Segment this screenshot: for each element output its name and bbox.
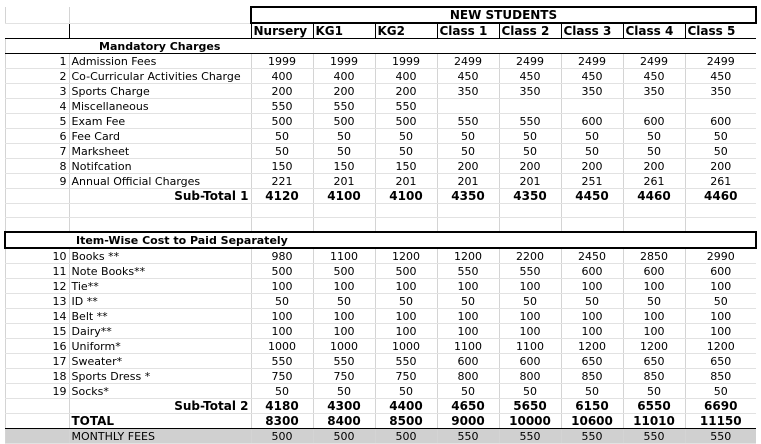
value-cell[interactable]: 50 xyxy=(561,129,623,144)
empty-cell[interactable] xyxy=(375,218,437,233)
value-cell[interactable]: 9000 xyxy=(437,414,499,429)
value-cell[interactable]: 500 xyxy=(375,429,437,444)
value-cell[interactable]: 100 xyxy=(561,279,623,294)
value-cell[interactable]: 100 xyxy=(685,279,756,294)
value-cell[interactable]: 50 xyxy=(561,294,623,309)
value-cell[interactable]: 200 xyxy=(251,84,313,99)
value-cell[interactable]: 100 xyxy=(437,324,499,339)
subtotal-2 xyxy=(5,399,756,414)
value-cell[interactable]: 4300 xyxy=(313,399,375,414)
table-row xyxy=(5,144,756,159)
value-cell[interactable]: 50 xyxy=(685,384,756,399)
value-cell[interactable]: 150 xyxy=(375,159,437,174)
value-cell[interactable]: 600 xyxy=(499,354,561,369)
value-cell[interactable]: 50 xyxy=(313,144,375,159)
value-cell[interactable]: 50 xyxy=(313,384,375,399)
value-cell[interactable]: 100 xyxy=(685,324,756,339)
value-cell[interactable]: 2990 xyxy=(685,248,756,264)
row-label[interactable]: Admission Fees xyxy=(69,54,251,69)
value-cell[interactable]: 1999 xyxy=(313,54,375,69)
column-header-row xyxy=(5,23,756,39)
value-cell[interactable]: 8300 xyxy=(251,414,313,429)
value-cell[interactable]: 550 xyxy=(437,429,499,444)
value-cell[interactable]: 50 xyxy=(251,144,313,159)
row-label[interactable]: ID ** xyxy=(69,294,251,309)
empty-cell[interactable] xyxy=(499,204,561,218)
value-cell[interactable]: 1000 xyxy=(251,339,313,354)
value-cell[interactable]: 1200 xyxy=(375,248,437,264)
value-cell[interactable]: 600 xyxy=(561,114,623,129)
empty-cell[interactable] xyxy=(437,218,499,233)
value-cell[interactable]: 1000 xyxy=(375,339,437,354)
value-cell[interactable]: 400 xyxy=(313,69,375,84)
value-cell[interactable]: 100 xyxy=(685,309,756,324)
empty-cell[interactable] xyxy=(5,429,69,444)
value-cell[interactable]: 100 xyxy=(499,309,561,324)
value-cell[interactable]: 201 xyxy=(313,174,375,189)
value-cell[interactable]: 800 xyxy=(499,369,561,384)
value-cell[interactable]: 150 xyxy=(313,159,375,174)
value-cell[interactable]: 50 xyxy=(499,384,561,399)
value-cell[interactable]: 100 xyxy=(561,309,623,324)
value-cell[interactable]: 1100 xyxy=(313,248,375,264)
value-cell[interactable]: 50 xyxy=(685,144,756,159)
value-cell[interactable]: 600 xyxy=(685,114,756,129)
value-cell[interactable]: 100 xyxy=(437,279,499,294)
value-cell[interactable]: 750 xyxy=(251,369,313,384)
table-row xyxy=(5,384,756,399)
value-cell[interactable]: 550 xyxy=(623,429,685,444)
row-number[interactable]: 10 xyxy=(5,248,69,264)
value-cell[interactable]: 50 xyxy=(561,144,623,159)
row-label[interactable]: Books ** xyxy=(69,248,251,264)
fee-table xyxy=(4,6,757,444)
value-cell[interactable]: 550 xyxy=(437,264,499,279)
value-cell[interactable]: 500 xyxy=(375,264,437,279)
value-cell[interactable]: 650 xyxy=(561,354,623,369)
value-cell[interactable]: 500 xyxy=(251,114,313,129)
value-cell[interactable]: 2499 xyxy=(623,54,685,69)
row-number[interactable]: 15 xyxy=(5,324,69,339)
column-header[interactable]: KG1 xyxy=(313,23,375,39)
value-cell[interactable]: 100 xyxy=(251,279,313,294)
value-cell[interactable]: 550 xyxy=(375,99,437,114)
row-number[interactable]: 19 xyxy=(5,384,69,399)
value-cell[interactable]: 4450 xyxy=(561,189,623,204)
row-label[interactable]: Belt ** xyxy=(69,309,251,324)
value-cell[interactable]: 550 xyxy=(251,354,313,369)
empty-cell[interactable] xyxy=(5,204,69,218)
itemwise-cost-title[interactable]: Item-Wise Cost to Paid Separately xyxy=(5,232,756,248)
value-cell[interactable]: 2499 xyxy=(499,54,561,69)
empty-cell[interactable] xyxy=(437,204,499,218)
value-cell[interactable]: 8500 xyxy=(375,414,437,429)
value-cell[interactable]: 850 xyxy=(623,369,685,384)
value-cell[interactable]: 50 xyxy=(499,294,561,309)
value-cell[interactable]: 50 xyxy=(251,129,313,144)
table-row xyxy=(5,264,756,279)
value-cell[interactable]: 550 xyxy=(313,99,375,114)
empty-cell[interactable] xyxy=(251,218,313,233)
value-cell[interactable]: 4650 xyxy=(437,399,499,414)
value-cell[interactable]: 50 xyxy=(437,384,499,399)
table-row xyxy=(5,354,756,369)
subtotal-1 xyxy=(5,189,756,204)
table-row xyxy=(5,324,756,339)
value-cell[interactable]: 100 xyxy=(437,309,499,324)
value-cell[interactable]: 450 xyxy=(499,69,561,84)
value-cell[interactable]: 261 xyxy=(623,174,685,189)
value-cell[interactable]: 2499 xyxy=(685,54,756,69)
value-cell[interactable]: 50 xyxy=(375,294,437,309)
value-cell[interactable]: 350 xyxy=(561,84,623,99)
value-cell[interactable]: 4350 xyxy=(499,189,561,204)
empty-cell[interactable] xyxy=(499,218,561,233)
value-cell[interactable]: 1100 xyxy=(437,339,499,354)
value-cell[interactable]: 50 xyxy=(313,129,375,144)
row-label[interactable]: Sports Dress * xyxy=(69,369,251,384)
value-cell[interactable]: 100 xyxy=(499,279,561,294)
row-label[interactable]: Dairy** xyxy=(69,324,251,339)
table-row xyxy=(5,294,756,309)
row-label[interactable]: Fee Card xyxy=(69,129,251,144)
value-cell[interactable]: 50 xyxy=(623,144,685,159)
value-cell[interactable]: 100 xyxy=(375,279,437,294)
row-label[interactable]: Sweater* xyxy=(69,354,251,369)
value-cell[interactable]: 550 xyxy=(561,429,623,444)
empty-cell[interactable] xyxy=(623,218,685,233)
value-cell[interactable]: 4460 xyxy=(623,189,685,204)
empty-cell[interactable] xyxy=(5,399,69,414)
value-cell[interactable]: 550 xyxy=(685,429,756,444)
monthly-fees-row-label[interactable]: MONTHLY FEES xyxy=(69,429,251,444)
value-cell[interactable]: 450 xyxy=(623,69,685,84)
value-cell[interactable]: 200 xyxy=(437,159,499,174)
table-row xyxy=(5,54,756,69)
empty-cell[interactable] xyxy=(313,204,375,218)
sheet-title[interactable]: NEW STUDENTS xyxy=(251,7,756,23)
value-cell[interactable]: 261 xyxy=(685,174,756,189)
row-number[interactable]: 17 xyxy=(5,354,69,369)
value-cell[interactable]: 550 xyxy=(499,114,561,129)
value-cell[interactable]: 550 xyxy=(375,354,437,369)
value-cell[interactable]: 1200 xyxy=(561,339,623,354)
value-cell[interactable]: 500 xyxy=(313,429,375,444)
value-cell[interactable]: 350 xyxy=(685,84,756,99)
empty-cell[interactable] xyxy=(69,204,251,218)
value-cell[interactable]: 50 xyxy=(623,384,685,399)
value-cell[interactable]: 600 xyxy=(437,354,499,369)
value-cell[interactable]: 2450 xyxy=(561,248,623,264)
value-cell[interactable]: 450 xyxy=(437,69,499,84)
value-cell[interactable]: 100 xyxy=(375,324,437,339)
value-cell[interactable]: 4350 xyxy=(437,189,499,204)
value-cell[interactable]: 1200 xyxy=(685,339,756,354)
table-row xyxy=(5,129,756,144)
value-cell[interactable]: 400 xyxy=(251,69,313,84)
value-cell[interactable]: 800 xyxy=(437,369,499,384)
total-row-label[interactable]: TOTAL xyxy=(69,414,251,429)
value-cell[interactable]: 500 xyxy=(375,114,437,129)
blank-row xyxy=(5,204,756,218)
value-cell[interactable]: 550 xyxy=(499,264,561,279)
column-header[interactable]: KG2 xyxy=(375,23,437,39)
value-cell[interactable] xyxy=(561,99,623,114)
value-cell[interactable]: 100 xyxy=(499,324,561,339)
row-label[interactable]: Note Books** xyxy=(69,264,251,279)
value-cell[interactable]: 4120 xyxy=(251,189,313,204)
value-cell[interactable]: 50 xyxy=(685,294,756,309)
row-label[interactable]: Socks* xyxy=(69,384,251,399)
value-cell[interactable]: 50 xyxy=(561,384,623,399)
value-cell[interactable]: 50 xyxy=(437,144,499,159)
value-cell[interactable]: 550 xyxy=(499,429,561,444)
value-cell[interactable]: 600 xyxy=(561,264,623,279)
empty-cell[interactable] xyxy=(69,218,251,233)
row-number[interactable]: 6 xyxy=(5,129,69,144)
value-cell[interactable] xyxy=(623,99,685,114)
value-cell[interactable]: 11010 xyxy=(623,414,685,429)
value-cell[interactable]: 1200 xyxy=(437,248,499,264)
value-cell[interactable]: 400 xyxy=(375,69,437,84)
value-cell[interactable]: 50 xyxy=(375,129,437,144)
value-cell[interactable]: 4400 xyxy=(375,399,437,414)
value-cell[interactable]: 200 xyxy=(375,84,437,99)
value-cell[interactable]: 600 xyxy=(623,114,685,129)
value-cell[interactable]: 1200 xyxy=(623,339,685,354)
column-header[interactable]: Nursery xyxy=(251,23,313,39)
row-label[interactable]: Exam Fee xyxy=(69,114,251,129)
value-cell[interactable]: 100 xyxy=(251,309,313,324)
column-header[interactable]: Class 1 xyxy=(437,23,499,39)
value-cell[interactable]: 200 xyxy=(313,84,375,99)
value-cell[interactable]: 2499 xyxy=(437,54,499,69)
row-number[interactable]: 13 xyxy=(5,294,69,309)
value-cell[interactable]: 2200 xyxy=(499,248,561,264)
value-cell[interactable]: 100 xyxy=(375,309,437,324)
value-cell[interactable] xyxy=(437,99,499,114)
value-cell[interactable]: 100 xyxy=(251,324,313,339)
value-cell[interactable]: 450 xyxy=(561,69,623,84)
value-cell[interactable]: 100 xyxy=(313,324,375,339)
row-label[interactable]: Annual Official Charges xyxy=(69,174,251,189)
value-cell[interactable]: 850 xyxy=(685,369,756,384)
value-cell[interactable]: 50 xyxy=(313,294,375,309)
value-cell[interactable]: 500 xyxy=(251,429,313,444)
value-cell[interactable]: 100 xyxy=(623,324,685,339)
value-cell[interactable]: 50 xyxy=(499,144,561,159)
value-cell[interactable]: 350 xyxy=(623,84,685,99)
table-row xyxy=(5,114,756,129)
value-cell[interactable] xyxy=(499,99,561,114)
empty-cell[interactable] xyxy=(251,204,313,218)
value-cell[interactable]: 750 xyxy=(375,369,437,384)
value-cell[interactable]: 6550 xyxy=(623,399,685,414)
blank-row xyxy=(5,218,756,233)
value-cell[interactable]: 8400 xyxy=(313,414,375,429)
row-label[interactable]: Notifcation xyxy=(69,159,251,174)
value-cell[interactable]: 50 xyxy=(251,294,313,309)
row-label[interactable]: Co-Curricular Activities Charge xyxy=(69,69,251,84)
value-cell[interactable]: 50 xyxy=(623,129,685,144)
table-row xyxy=(5,248,756,264)
value-cell[interactable]: 1100 xyxy=(499,339,561,354)
value-cell[interactable]: 600 xyxy=(685,264,756,279)
value-cell[interactable]: 200 xyxy=(561,159,623,174)
value-cell[interactable]: 100 xyxy=(313,279,375,294)
empty-cell[interactable] xyxy=(5,39,69,54)
row-number[interactable]: 1 xyxy=(5,54,69,69)
value-cell[interactable]: 650 xyxy=(623,354,685,369)
value-cell[interactable]: 11150 xyxy=(685,414,756,429)
value-cell[interactable]: 10600 xyxy=(561,414,623,429)
row-number[interactable]: 8 xyxy=(5,159,69,174)
row-number[interactable]: 18 xyxy=(5,369,69,384)
table-row xyxy=(5,159,756,174)
value-cell[interactable]: 4100 xyxy=(313,189,375,204)
row-label[interactable]: Sports Charge xyxy=(69,84,251,99)
value-cell[interactable]: 251 xyxy=(561,174,623,189)
value-cell[interactable]: 350 xyxy=(499,84,561,99)
value-cell[interactable]: 1999 xyxy=(375,54,437,69)
value-cell[interactable]: 221 xyxy=(251,174,313,189)
value-cell[interactable] xyxy=(685,99,756,114)
column-header[interactable]: Class 4 xyxy=(623,23,685,39)
mandatory-charges-title[interactable]: Mandatory Charges xyxy=(69,39,756,54)
column-header[interactable]: Class 5 xyxy=(685,23,756,39)
row-label[interactable]: Uniform* xyxy=(69,339,251,354)
value-cell[interactable]: 2850 xyxy=(623,248,685,264)
empty-cell[interactable] xyxy=(685,204,756,218)
value-cell[interactable]: 6690 xyxy=(685,399,756,414)
itemwise-cost-title-row xyxy=(5,232,756,248)
value-cell[interactable]: 1999 xyxy=(251,54,313,69)
empty-cell[interactable] xyxy=(375,204,437,218)
mandatory-charges-title-row xyxy=(5,39,756,54)
table-row xyxy=(5,69,756,84)
value-cell[interactable]: 4100 xyxy=(375,189,437,204)
empty-cell[interactable] xyxy=(685,218,756,233)
value-cell[interactable]: 850 xyxy=(561,369,623,384)
value-cell[interactable]: 4180 xyxy=(251,399,313,414)
value-cell[interactable]: 500 xyxy=(313,114,375,129)
value-cell[interactable]: 600 xyxy=(623,264,685,279)
value-cell[interactable]: 50 xyxy=(499,129,561,144)
value-cell[interactable]: 650 xyxy=(685,354,756,369)
value-cell[interactable]: 100 xyxy=(623,279,685,294)
table-row xyxy=(5,279,756,294)
column-header[interactable]: Class 3 xyxy=(561,23,623,39)
empty-cell[interactable] xyxy=(313,218,375,233)
subtotal-1-label[interactable]: Sub-Total 1 xyxy=(69,189,251,204)
value-cell[interactable]: 100 xyxy=(313,309,375,324)
row-number[interactable]: 5 xyxy=(5,114,69,129)
row-number[interactable]: 16 xyxy=(5,339,69,354)
value-cell[interactable]: 500 xyxy=(313,264,375,279)
value-cell[interactable]: 500 xyxy=(251,264,313,279)
value-cell[interactable]: 4460 xyxy=(685,189,756,204)
empty-cell[interactable] xyxy=(623,204,685,218)
table-row xyxy=(5,339,756,354)
empty-cell[interactable] xyxy=(5,218,69,233)
table-row xyxy=(5,84,756,99)
subtotal-2-label[interactable]: Sub-Total 2 xyxy=(69,399,251,414)
value-cell[interactable]: 10000 xyxy=(499,414,561,429)
value-cell[interactable]: 201 xyxy=(437,174,499,189)
title-row xyxy=(5,7,756,23)
row-label[interactable]: Tie** xyxy=(69,279,251,294)
value-cell[interactable]: 200 xyxy=(623,159,685,174)
value-cell[interactable]: 5650 xyxy=(499,399,561,414)
value-cell[interactable]: 50 xyxy=(375,144,437,159)
monthly-fees-row xyxy=(5,429,756,444)
value-cell[interactable]: 150 xyxy=(251,159,313,174)
value-cell[interactable]: 1000 xyxy=(313,339,375,354)
value-cell[interactable]: 200 xyxy=(685,159,756,174)
value-cell[interactable]: 50 xyxy=(437,129,499,144)
table-row xyxy=(5,174,756,189)
row-number[interactable]: 9 xyxy=(5,174,69,189)
value-cell[interactable]: 980 xyxy=(251,248,313,264)
row-number[interactable]: 3 xyxy=(5,84,69,99)
row-number[interactable]: 2 xyxy=(5,69,69,84)
value-cell[interactable]: 550 xyxy=(313,354,375,369)
empty-cell[interactable] xyxy=(561,204,623,218)
value-cell[interactable]: 750 xyxy=(313,369,375,384)
row-label[interactable]: Marksheet xyxy=(69,144,251,159)
table-row xyxy=(5,369,756,384)
value-cell[interactable]: 50 xyxy=(437,294,499,309)
value-cell[interactable]: 550 xyxy=(437,114,499,129)
value-cell[interactable]: 100 xyxy=(561,324,623,339)
value-cell[interactable]: 50 xyxy=(623,294,685,309)
row-number[interactable]: 12 xyxy=(5,279,69,294)
table-row xyxy=(5,309,756,324)
value-cell[interactable]: 200 xyxy=(499,159,561,174)
row-label[interactable]: Miscellaneous xyxy=(69,99,251,114)
row-number[interactable]: 4 xyxy=(5,99,69,114)
value-cell[interactable]: 100 xyxy=(623,309,685,324)
value-cell[interactable]: 201 xyxy=(375,174,437,189)
empty-cell[interactable] xyxy=(5,189,69,204)
value-cell[interactable]: 2499 xyxy=(561,54,623,69)
row-number[interactable]: 11 xyxy=(5,264,69,279)
row-number[interactable]: 14 xyxy=(5,309,69,324)
column-header[interactable]: Class 2 xyxy=(499,23,561,39)
value-cell[interactable]: 6150 xyxy=(561,399,623,414)
value-cell[interactable]: 550 xyxy=(251,99,313,114)
value-cell[interactable]: 50 xyxy=(685,129,756,144)
value-cell[interactable]: 50 xyxy=(375,384,437,399)
value-cell[interactable]: 450 xyxy=(685,69,756,84)
value-cell[interactable]: 201 xyxy=(499,174,561,189)
value-cell[interactable]: 50 xyxy=(251,384,313,399)
table-row xyxy=(5,99,756,114)
value-cell[interactable]: 350 xyxy=(437,84,499,99)
row-number[interactable]: 7 xyxy=(5,144,69,159)
empty-cell[interactable] xyxy=(561,218,623,233)
